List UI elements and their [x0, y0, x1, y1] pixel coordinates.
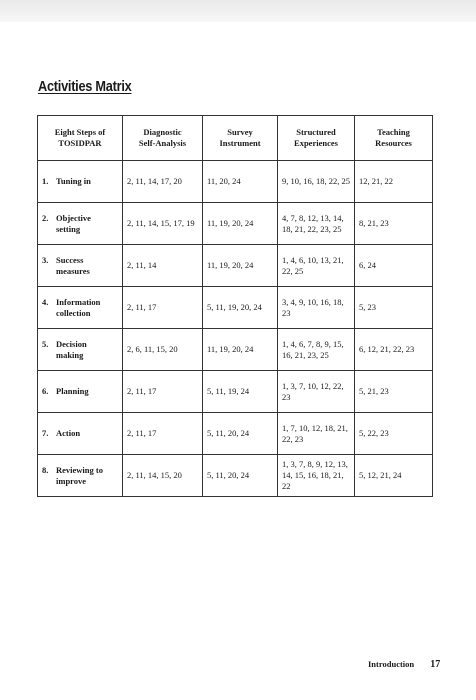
- cell-diagnostic: 2, 11, 17: [123, 413, 203, 455]
- table-row: [38, 245, 433, 287]
- step-name: Action: [56, 428, 81, 438]
- cell-structured: 1, 3, 7, 8, 9, 12, 13, 14, 15, 16, 18, 21, 22: [278, 455, 355, 497]
- step-number: 3.: [42, 254, 49, 265]
- step-name: Reviewing to improve: [56, 464, 103, 486]
- table-row: [38, 329, 433, 371]
- table-row: [38, 455, 433, 497]
- step-name: Decision making: [56, 338, 87, 360]
- cell-teaching: 6, 24: [355, 245, 433, 287]
- cell-step: [38, 329, 123, 371]
- activities-matrix-table: [37, 115, 433, 497]
- cell-structured: 9, 10, 16, 18, 22, 25: [278, 161, 355, 203]
- column-header-structured: Structured Experiences: [278, 116, 355, 161]
- table-header-row: [38, 116, 433, 161]
- cell-step: [38, 455, 123, 497]
- cell-survey: 5, 11, 20, 24: [203, 455, 278, 497]
- cell-diagnostic: 2, 6, 11, 15, 20: [123, 329, 203, 371]
- table-row: [38, 371, 433, 413]
- step-number: 2.: [42, 212, 49, 223]
- cell-survey: 5, 11, 19, 20, 24: [203, 287, 278, 329]
- cell-step: [38, 161, 123, 203]
- step-number: 7.: [42, 428, 49, 438]
- cell-structured: 3, 4, 9, 10, 16, 18, 23: [278, 287, 355, 329]
- cell-diagnostic: 2, 11, 14, 15, 17, 19: [123, 203, 203, 245]
- step-number: 5.: [42, 338, 49, 349]
- cell-teaching: 5, 22, 23: [355, 413, 433, 455]
- step-number: 4.: [42, 296, 49, 307]
- cell-survey: 11, 19, 20, 24: [203, 203, 278, 245]
- cell-structured: 4, 7, 8, 12, 13, 14, 18, 21, 22, 23, 25: [278, 203, 355, 245]
- cell-structured: 1, 3, 7, 10, 12, 22, 23: [278, 371, 355, 413]
- table-row: [38, 161, 433, 203]
- cell-diagnostic: 2, 11, 17: [123, 371, 203, 413]
- step-name: Success measures: [56, 254, 90, 276]
- cell-structured: 1, 4, 6, 10, 13, 21, 22, 25: [278, 245, 355, 287]
- cell-survey: 5, 11, 19, 24: [203, 371, 278, 413]
- cell-survey: 11, 20, 24: [203, 161, 278, 203]
- cell-survey: 11, 19, 20, 24: [203, 245, 278, 287]
- column-header-diagnostic: Diagnostic Self-Analysis: [123, 116, 203, 161]
- cell-diagnostic: 2, 11, 14: [123, 245, 203, 287]
- step-name: Tuning in: [56, 176, 91, 186]
- cell-teaching: 5, 23: [355, 287, 433, 329]
- cell-diagnostic: 2, 11, 17: [123, 287, 203, 329]
- step-number: 1.: [42, 176, 49, 186]
- cell-teaching: 5, 21, 23: [355, 371, 433, 413]
- cell-survey: 5, 11, 20, 24: [203, 413, 278, 455]
- table-row: [38, 413, 433, 455]
- page-footer: [368, 659, 440, 670]
- footer-section-label: Introduction: [368, 659, 415, 669]
- step-name: Objective setting: [56, 212, 91, 234]
- cell-step: [38, 287, 123, 329]
- page-number: 17: [430, 659, 441, 670]
- viewer-top-bar: [0, 0, 476, 22]
- table-row: [38, 287, 433, 329]
- cell-structured: 1, 4, 6, 7, 8, 9, 15, 16, 21, 23, 25: [278, 329, 355, 371]
- step-number: 6.: [42, 386, 49, 396]
- cell-step: [38, 203, 123, 245]
- step-name: Information collection: [56, 296, 101, 318]
- cell-teaching: 8, 21, 23: [355, 203, 433, 245]
- cell-structured: 1, 7, 10, 12, 18, 21, 22, 23: [278, 413, 355, 455]
- cell-diagnostic: 2, 11, 14, 17, 20: [123, 161, 203, 203]
- step-name: Planning: [56, 386, 89, 396]
- page-heading: Activities Matrix: [38, 78, 132, 95]
- step-number: 8.: [42, 464, 49, 475]
- cell-survey: 11, 19, 20, 24: [203, 329, 278, 371]
- cell-teaching: 5, 12, 21, 24: [355, 455, 433, 497]
- table-row: [38, 203, 433, 245]
- cell-step: [38, 245, 123, 287]
- column-header-teaching: Teaching Resources: [355, 116, 433, 161]
- column-header-steps: Eight Steps of TOSIDPAR: [38, 116, 123, 161]
- cell-step: [38, 371, 123, 413]
- cell-step: [38, 413, 123, 455]
- cell-diagnostic: 2, 11, 14, 15, 20: [123, 455, 203, 497]
- cell-teaching: 6, 12, 21, 22, 23: [355, 329, 433, 371]
- cell-teaching: 12, 21, 22: [355, 161, 433, 203]
- column-header-survey: Survey Instrument: [203, 116, 278, 161]
